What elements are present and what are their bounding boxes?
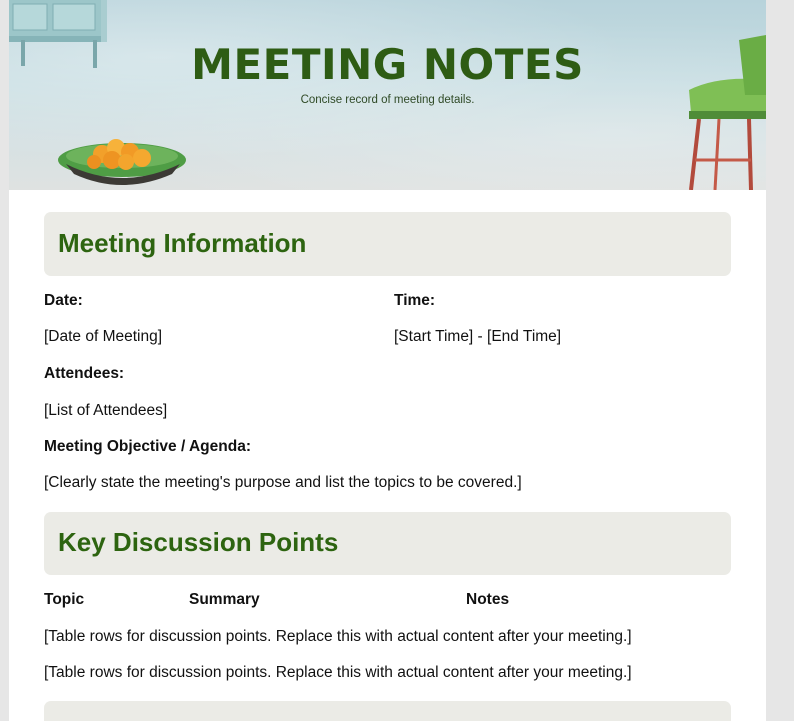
document-subtitle: Concise record of meeting details.	[300, 94, 475, 106]
table-row: [Table rows for discussion points. Replace this with actual content after your meeting.]	[44, 628, 632, 645]
key-discussion-points-header	[44, 512, 731, 575]
date-value: [Date of Meeting]	[44, 328, 163, 345]
column-header-notes: Notes	[466, 591, 510, 608]
fruit-bowl-illustration	[54, 130, 199, 190]
column-header-topic: Topic	[44, 591, 85, 608]
next-section-header	[44, 701, 731, 721]
attendees-value: [List of Attendees]	[44, 402, 168, 419]
time-label: Time:	[394, 292, 436, 309]
date-label: Date:	[44, 292, 83, 309]
section-title: Key Discussion Points	[58, 527, 339, 557]
attendees-label: Attendees:	[44, 365, 125, 382]
section-title: Meeting Information	[58, 228, 307, 258]
time-value: [Start Time] - [End Time]	[394, 328, 562, 345]
table-row: [Table rows for discussion points. Replace this with actual content after your meeting.]	[44, 664, 632, 681]
objective-value: [Clearly state the meeting's purpose and list the topics to be covered.]	[44, 474, 522, 491]
column-header-summary: Summary	[189, 591, 260, 608]
document-page	[9, 0, 766, 721]
header-banner	[9, 0, 766, 190]
document-title: MEETING NOTES	[191, 40, 584, 89]
meeting-information-header	[44, 212, 731, 276]
objective-label: Meeting Objective / Agenda:	[44, 438, 251, 455]
